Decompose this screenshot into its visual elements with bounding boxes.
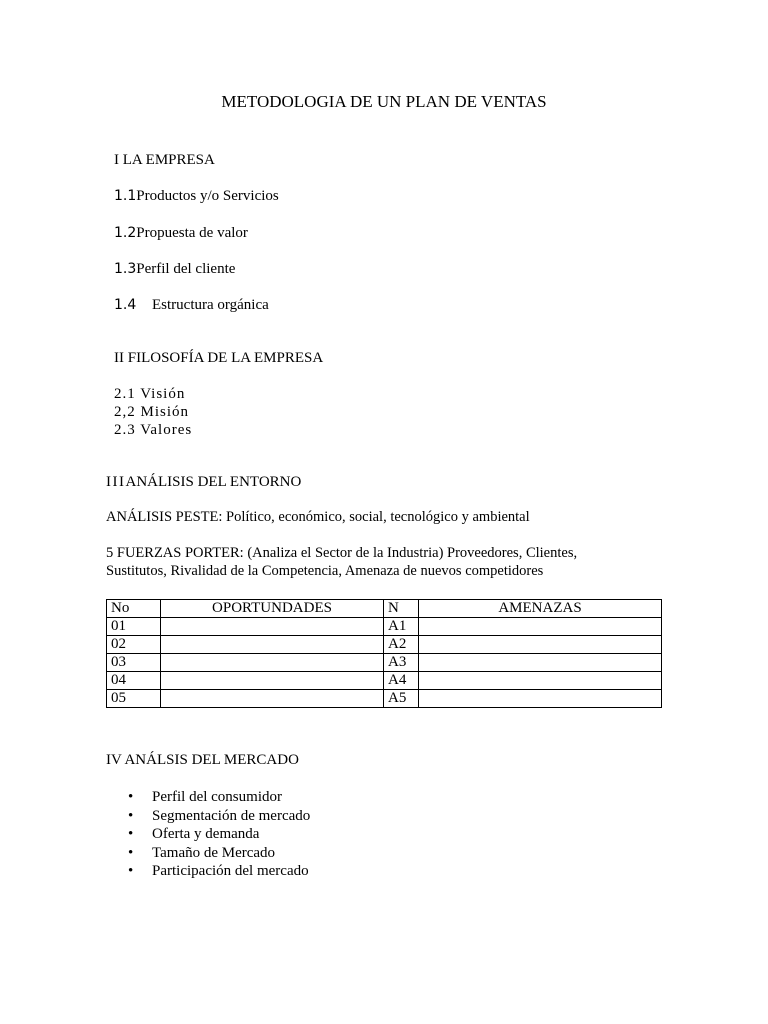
- list-item: [106, 825, 310, 844]
- header-threats: AMENAZAS: [419, 600, 662, 618]
- section-3-title: ANÁLISIS DEL ENTORNO: [125, 474, 302, 490]
- table-row: [107, 636, 662, 654]
- bullet-icon: •: [128, 863, 134, 879]
- item-label: Propuesta de valor: [136, 225, 248, 241]
- list-item-label: Segmentación de mercado: [152, 807, 311, 824]
- section-2-item: 2.3 Valores: [114, 422, 193, 438]
- table-row: [107, 672, 662, 690]
- bullet-icon: •: [128, 789, 134, 805]
- item-label: Estructura orgánica: [152, 297, 269, 313]
- cell-opportunity: [161, 618, 384, 636]
- cell-threat: [419, 636, 662, 654]
- cell-no: 05: [107, 690, 161, 708]
- cell-no: 03: [107, 654, 161, 672]
- porter-line-1: 5 FUERZAS PORTER: (Analiza el Sector de la Industria) Proveedores, Clientes,: [106, 545, 578, 561]
- page-title: METODOLOGIA DE UN PLAN DE VENTAS: [221, 92, 547, 111]
- cell-n: A1: [384, 618, 419, 636]
- cell-n: A3: [384, 654, 419, 672]
- section-2-heading: II FILOSOFÍA DE LA EMPRESA: [114, 350, 324, 366]
- item-label: Perfil del cliente: [136, 261, 236, 277]
- section-4-heading: IV ANÁLSIS DEL MERCADO: [106, 752, 299, 768]
- bullet-icon: •: [128, 844, 134, 861]
- cell-no: 04: [107, 672, 161, 690]
- cell-opportunity: [161, 690, 384, 708]
- list-item-label: Perfil del consumidor: [152, 789, 282, 805]
- list-item: [106, 844, 310, 863]
- cell-opportunity: [161, 654, 384, 672]
- section-3-heading: [106, 474, 301, 491]
- cell-no: 02: [107, 636, 161, 654]
- section-1-item: [114, 261, 235, 278]
- section-1-item: [114, 188, 279, 205]
- section-3-number: III: [106, 474, 126, 490]
- cell-threat: [419, 690, 662, 708]
- item-number: 1.1: [114, 188, 137, 204]
- list-item-label: Tamaño de Mercado: [152, 844, 276, 861]
- cell-threat: [419, 654, 662, 672]
- list-item: [106, 788, 310, 807]
- header-no: No: [107, 600, 161, 618]
- table-row: [107, 654, 662, 672]
- cell-threat: [419, 618, 662, 636]
- cell-n: A2: [384, 636, 419, 654]
- item-number: 1.2: [114, 225, 137, 241]
- header-n: N: [384, 600, 419, 618]
- opportunities-threats-table: [106, 599, 662, 708]
- cell-no: 01: [107, 618, 161, 636]
- list-item-label: Oferta y demanda: [152, 826, 260, 842]
- table-row: [107, 618, 662, 636]
- section-2-item: 2.1 Visión: [114, 386, 186, 402]
- item-label: Productos y/o Servicios: [136, 188, 279, 204]
- section-1-item: [114, 297, 269, 314]
- list-item: [106, 807, 310, 826]
- cell-opportunity: [161, 636, 384, 654]
- cell-threat: [419, 672, 662, 690]
- item-number: 1.4: [114, 297, 137, 313]
- cell-opportunity: [161, 672, 384, 690]
- table-row: [107, 690, 662, 708]
- item-number: 1.3: [114, 261, 137, 277]
- bullet-icon: •: [128, 826, 134, 842]
- section-1-heading: I LA EMPRESA: [114, 152, 215, 168]
- section-2-item: 2,2 Misión: [114, 404, 190, 420]
- cell-n: A5: [384, 690, 419, 708]
- peste-analysis: ANÁLISIS PESTE: Político, económico, social, tecnológico y ambiental: [106, 509, 530, 525]
- header-opportunities: OPORTUNDADES: [161, 600, 384, 618]
- bullet-icon: •: [128, 807, 134, 824]
- cell-n: A4: [384, 672, 419, 690]
- market-analysis-list: [106, 788, 310, 881]
- list-item: [106, 862, 310, 881]
- table-header-row: [107, 600, 662, 618]
- list-item-label: Participación del mercado: [152, 863, 309, 879]
- section-1-item: [114, 225, 248, 242]
- porter-line-2: Sustitutos, Rivalidad de la Competencia, Amenaza de nuevos competidores: [106, 563, 544, 579]
